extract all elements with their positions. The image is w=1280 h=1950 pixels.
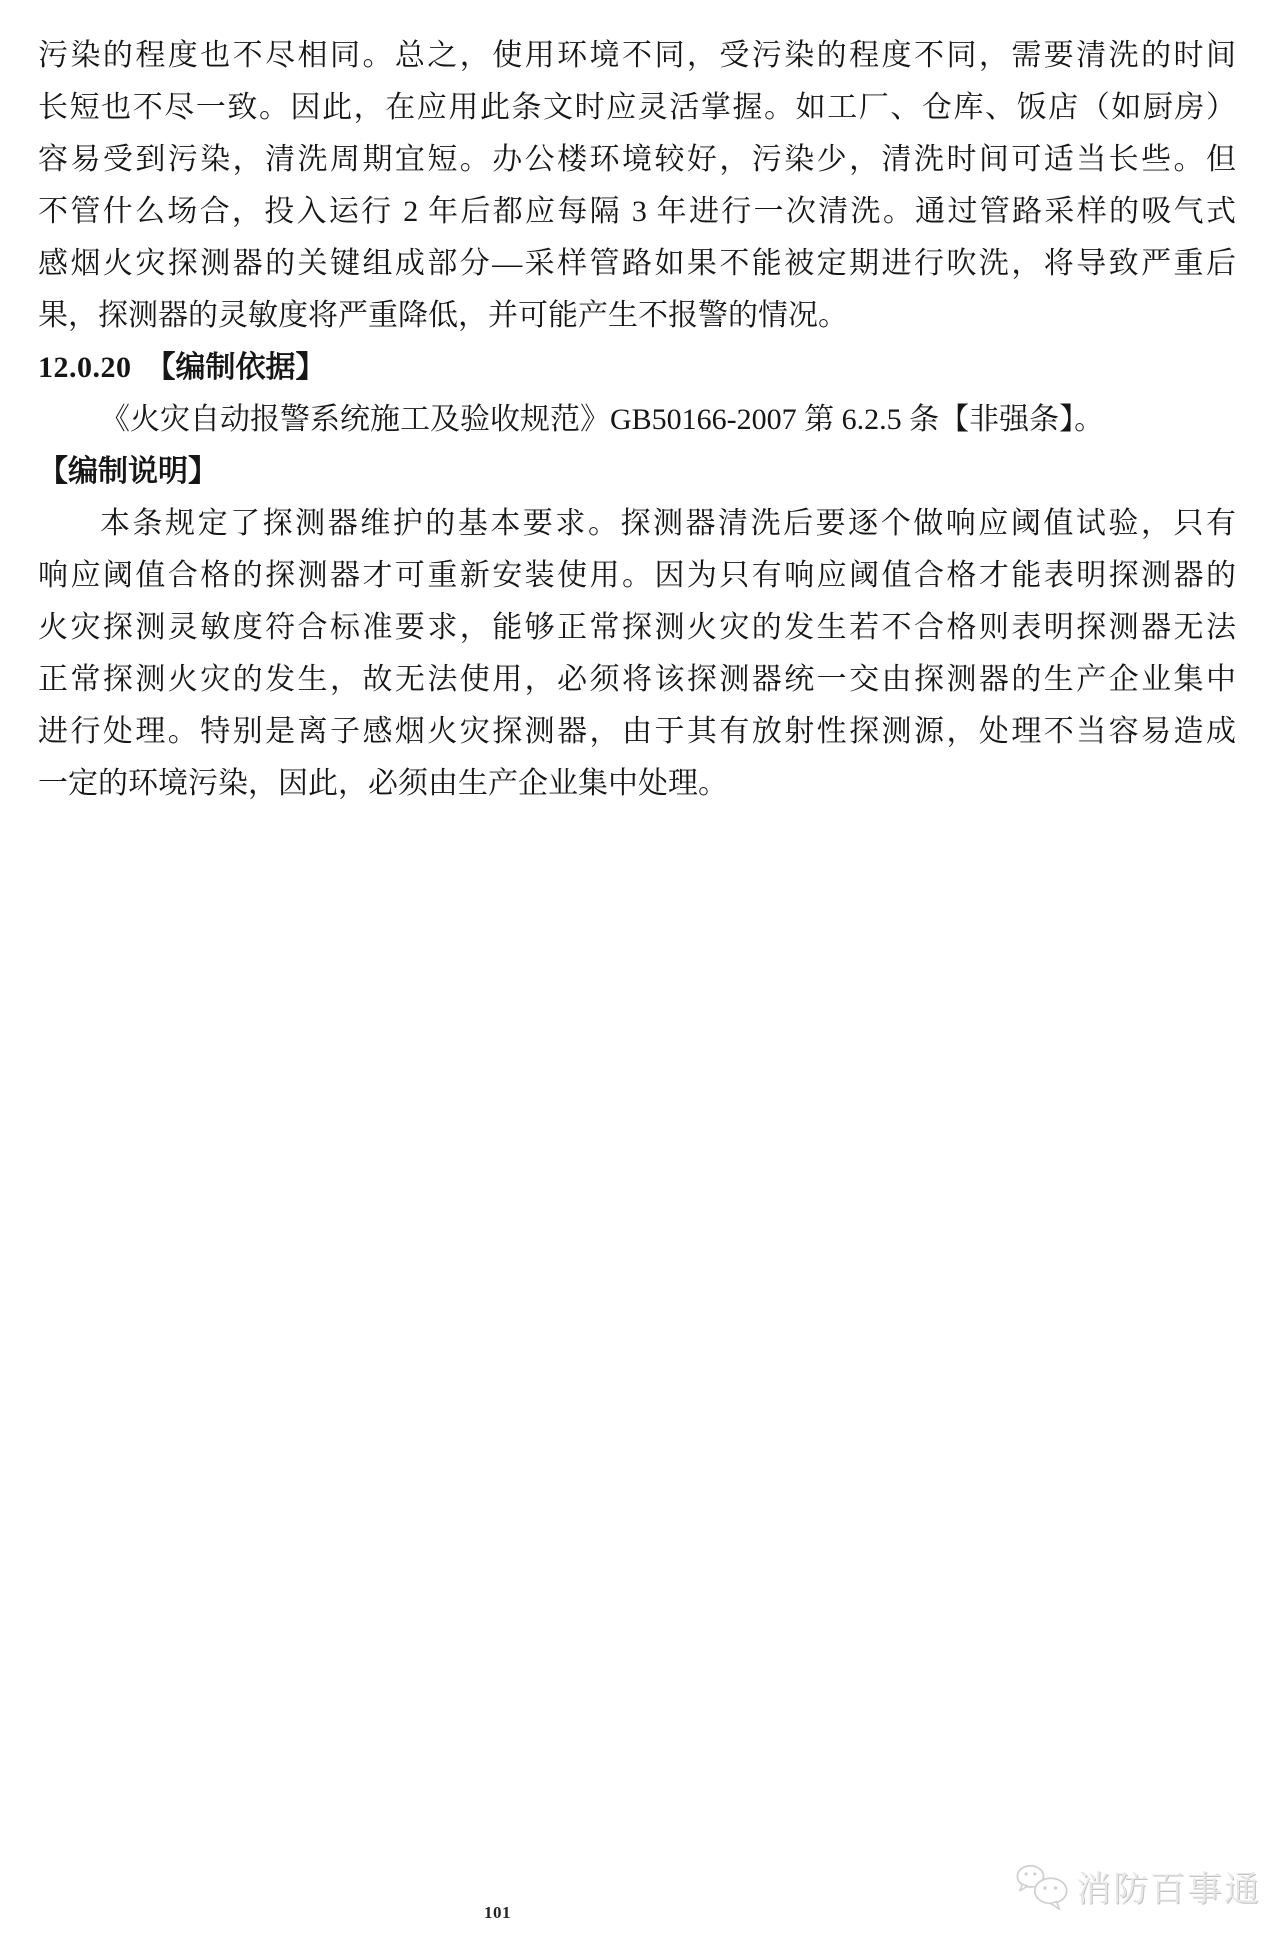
body-line: 正常探测火灾的发生，故无法使用，必须将该探测器统一交由探测器的生产企业集中 <box>38 663 1236 696</box>
body-line: 感烟火灾探测器的关键组成部分—采样管路如果不能被定期进行吹洗，将导致严重后 <box>38 247 1236 280</box>
body-line: 本条规定了探测器维护的基本要求。探测器清洗后要逐个做响应阈值试验，只有 <box>100 507 1236 540</box>
basis-reference-line: 《火灾自动报警系统施工及验收规范》GB50166-2007 第 6.2.5 条【非强条】。 <box>100 403 1105 436</box>
basis-heading-label: 【编制依据】 <box>145 351 326 384</box>
body-line: 响应阈值合格的探测器才可重新安装使用。因为只有响应阈值合格才能表明探测器的 <box>38 559 1236 592</box>
watermark <box>1014 1862 1261 1912</box>
body-line: 长短也不尽一致。因此，在应用此条文时应灵活掌握。如工厂、仓库、饭店（如厨房） <box>38 91 1236 124</box>
page-number: 101 <box>484 1903 511 1922</box>
wechat-icon <box>1014 1862 1072 1912</box>
body-line: 污染的程度也不尽相同。总之，使用环境不同，受污染的程度不同，需要清洗的时间 <box>38 39 1236 72</box>
clause-number: 12.0.20 <box>38 351 132 384</box>
body-line: 火灾探测灵敏度符合标准要求，能够正常探测火灾的发生若不合格则表明探测器无法 <box>38 611 1236 644</box>
body-line: 不管什么场合，投入运行 2 年后都应每隔 3 年进行一次清洗。通过管路采样的吸气式 <box>38 195 1236 228</box>
watermark-text: 消防百事通 <box>1076 1870 1262 1909</box>
body-line: 一定的环境污染，因此，必须由生产企业集中处理。 <box>38 767 728 800</box>
body-line: 果，探测器的灵敏度将严重降低，并可能产生不报警的情况。 <box>38 299 848 332</box>
section-heading-basis <box>38 342 1236 394</box>
body-line: 容易受到污染，清洗周期宜短。办公楼环境较好，污染少，清洗时间可适当长些。但 <box>38 143 1236 176</box>
page-content <box>38 30 1236 810</box>
section-heading-explanation: 【编制说明】 <box>38 455 218 488</box>
body-line: 进行处理。特别是离子感烟火灾探测器，由于其有放射性探测源，处理不当容易造成 <box>38 715 1236 748</box>
